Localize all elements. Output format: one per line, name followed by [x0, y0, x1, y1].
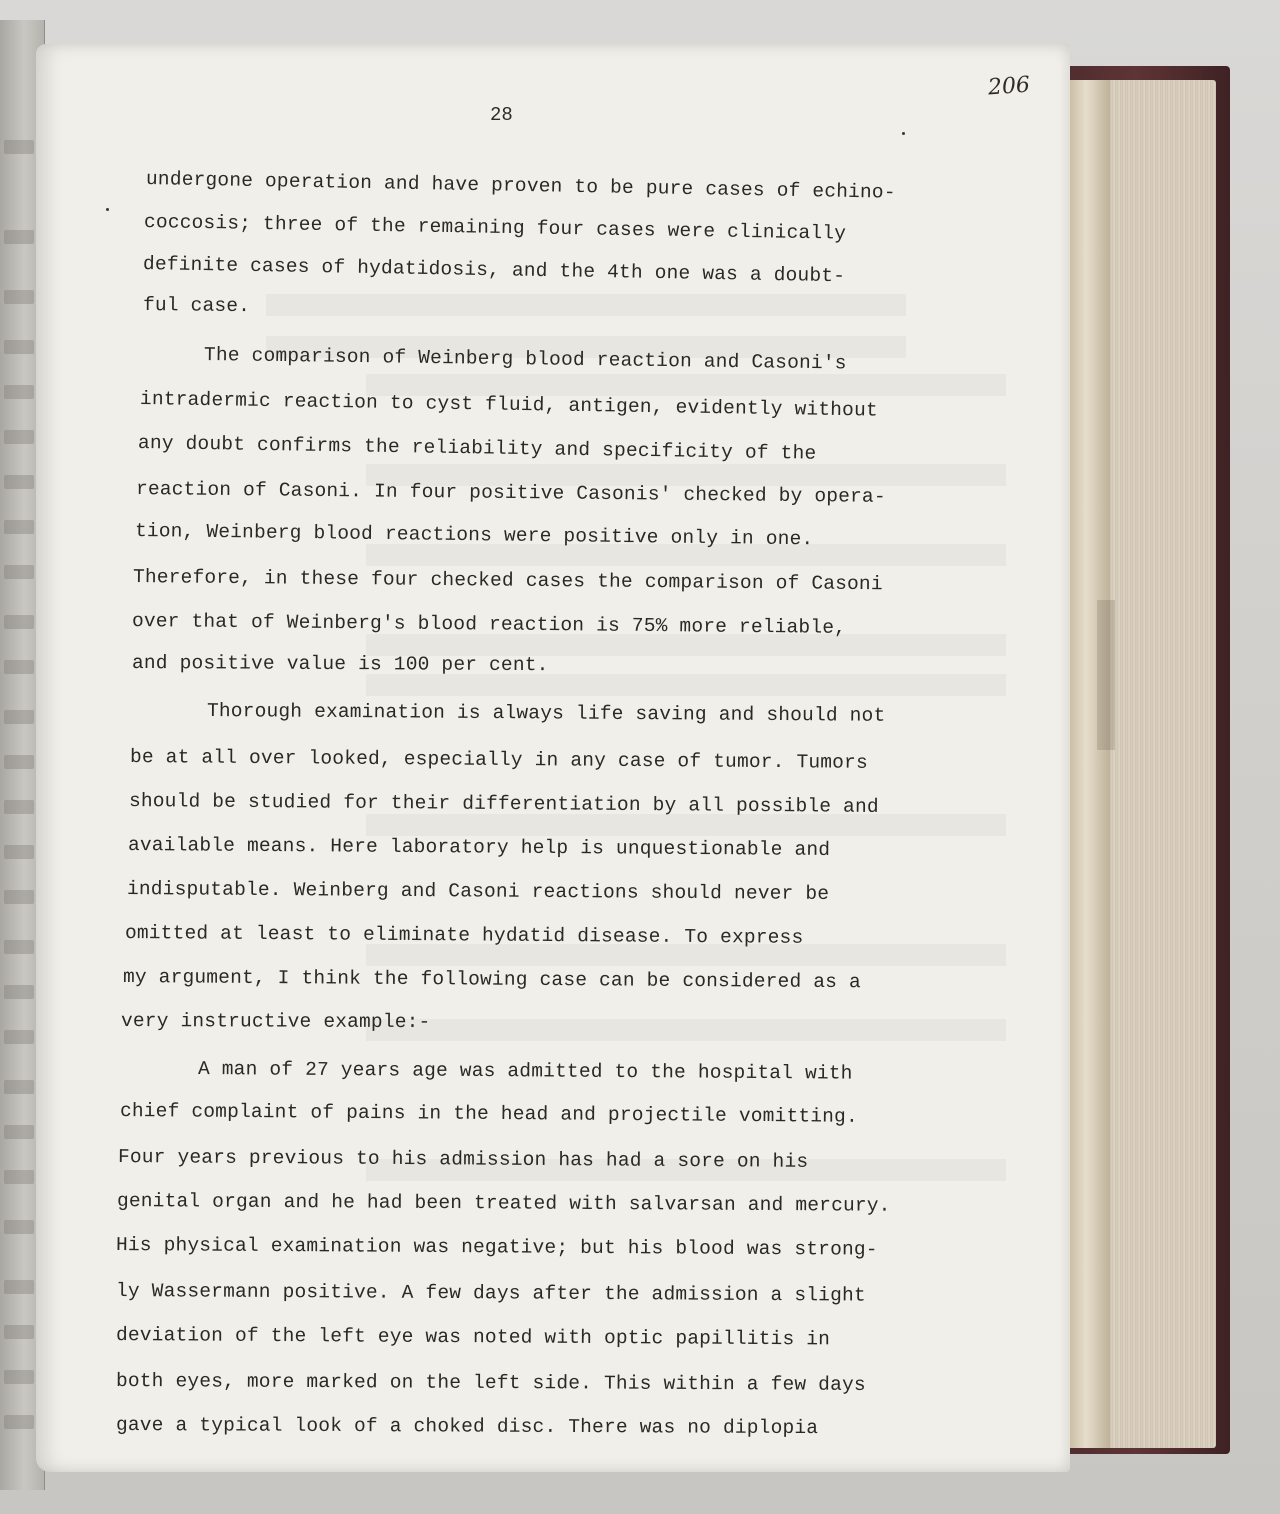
text-line: Thorough examination is always life saving and should not	[206, 700, 886, 727]
text-line: ful case.	[142, 294, 251, 318]
text-line: both eyes, more marked on the left side. This within a few days	[115, 1370, 866, 1396]
text-line: be at all over looked, especially in any case of tumor. Tumors	[129, 746, 868, 774]
text-line: His physical examination was negative; but his blood was strong-	[115, 1234, 878, 1261]
page-number: 28	[490, 104, 513, 126]
text-line: omitted at least to eliminate hydatid disease. To express	[124, 922, 804, 949]
text-line: definite cases of hydatidosis, and the 4th one was a doubt-	[142, 253, 846, 288]
text-line: reaction of Casoni. In four positive Casonis' checked by opera-	[135, 478, 886, 508]
text-line: and positive value is 100 per cent.	[131, 652, 549, 677]
text-line: chief complaint of pains in the head and projectile vomitting.	[119, 1100, 858, 1128]
text-line: very instructive example:-	[120, 1010, 431, 1034]
text-line: available means. Here laboratory help is unquestionable and	[127, 834, 831, 861]
text-line: tion, Weinberg blood reactions were positive only in one.	[134, 520, 814, 551]
handwritten-folio-number: 206	[987, 72, 1031, 101]
text-line: genital organ and he had been treated with salvarsan and mercury.	[116, 1190, 891, 1217]
stray-mark	[106, 208, 109, 211]
text-line: any doubt confirms the reliability and specificity of the	[137, 432, 817, 465]
text-line: A man of 27 years age was admitted to the hospital with	[197, 1058, 853, 1085]
text-line: intradermic reaction to cyst fluid, antigen, evidently without	[139, 388, 879, 422]
text-line: The comparison of Weinberg blood reaction and Casoni's	[203, 344, 847, 375]
text-line: Four years previous to his admission has had a sore on his	[117, 1146, 809, 1173]
edge-label	[1097, 600, 1115, 750]
text-line: deviation of the left eye was noted with optic papillitis in	[115, 1324, 831, 1351]
text-line: should be studied for their differentiation by all possible and	[128, 790, 879, 818]
text-line: gave a typical look of a choked disc. There was no diplopia	[115, 1414, 819, 1440]
text-line: indisputable. Weinberg and Casoni reactions should never be	[126, 878, 830, 905]
text-line: ly Wassermann positive. A few days after the admission a slight	[115, 1280, 866, 1307]
text-line: undergone operation and have proven to be pure cases of echino-	[145, 168, 896, 204]
text-line: my argument, I think the following case can be considered as a	[122, 966, 861, 994]
stray-mark	[902, 132, 905, 135]
text-line: Therefore, in these four checked cases the comparison of Casoni	[132, 566, 883, 596]
text-line: coccosis; three of the remaining four cases were clinically	[143, 211, 847, 245]
page-edge-stripe	[1070, 80, 1110, 1448]
text-line: over that of Weinberg's blood reaction is 75% more reliable,	[131, 610, 847, 639]
